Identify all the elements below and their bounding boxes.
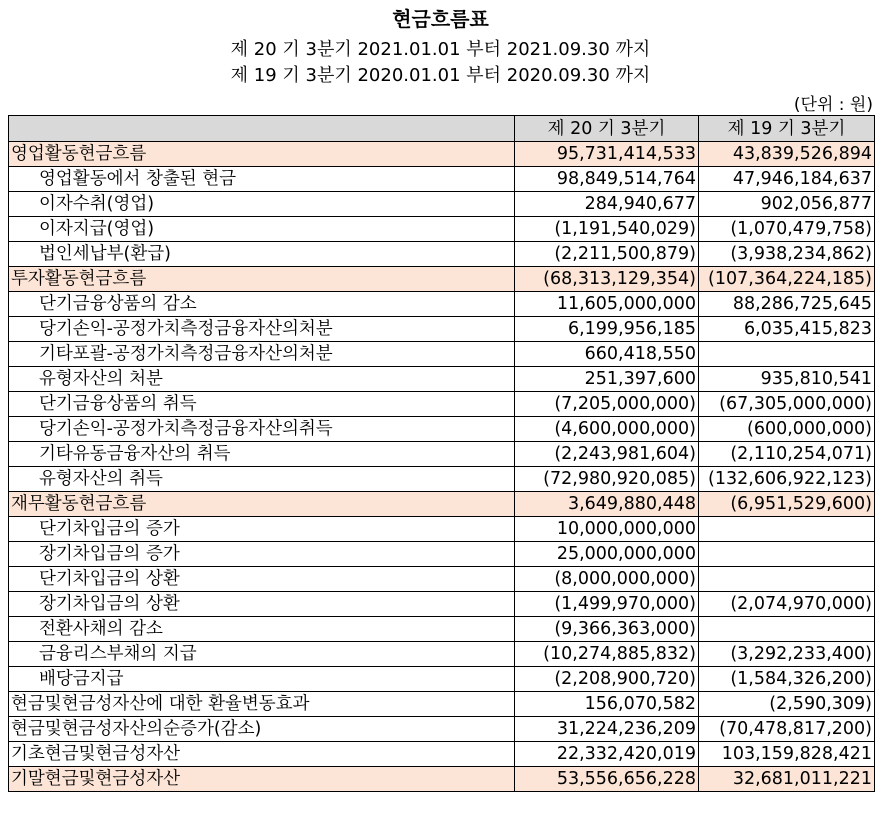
current-period-value: (72,980,920,085)	[515, 467, 699, 492]
row-label: 투자활동현금흐름	[9, 267, 515, 292]
current-period-value: (4,600,000,000)	[515, 417, 699, 442]
previous-period-value: 47,946,184,637	[699, 167, 875, 192]
row-label: 단기차입금의 상환	[9, 567, 515, 592]
row-label: 이자지급(영업)	[9, 217, 515, 242]
table-row	[9, 142, 875, 167]
current-period-value: (1,499,970,000)	[515, 592, 699, 617]
row-label: 기말현금및현금성자산	[9, 767, 515, 792]
previous-period-value: (107,364,224,185)	[699, 267, 875, 292]
row-label: 장기차입금의 증가	[9, 542, 515, 567]
row-label: 이자수취(영업)	[9, 192, 515, 217]
row-label: 현금및현금성자산의순증가(감소)	[9, 717, 515, 742]
table-row	[9, 642, 875, 667]
table-row	[9, 467, 875, 492]
previous-period-value: (70,478,817,200)	[699, 717, 875, 742]
row-label: 기초현금및현금성자산	[9, 742, 515, 767]
previous-period-value: 6,035,415,823	[699, 317, 875, 342]
previous-period-value: 935,810,541	[699, 367, 875, 392]
current-period-value: 251,397,600	[515, 367, 699, 392]
row-label: 당기손익-공정가치측정금융자산의처분	[9, 317, 515, 342]
previous-period-value	[699, 617, 875, 642]
previous-period-value: (6,951,529,600)	[699, 492, 875, 517]
statement-title: 현금흐름표	[392, 7, 489, 31]
table-row	[9, 217, 875, 242]
row-label: 당기손익-공정가치측정금융자산의취득	[9, 417, 515, 442]
previous-period-value: (1,070,479,758)	[699, 217, 875, 242]
table-row	[9, 342, 875, 367]
previous-period-value: (3,292,233,400)	[699, 642, 875, 667]
table-row	[9, 692, 875, 717]
row-label: 배당금지급	[9, 667, 515, 692]
table-row	[9, 517, 875, 542]
row-label: 현금및현금성자산에 대한 환율변동효과	[9, 692, 515, 717]
current-period-value: 11,605,000,000	[515, 292, 699, 317]
current-period-value: 660,418,550	[515, 342, 699, 367]
previous-period-value: 32,681,011,221	[699, 767, 875, 792]
current-period-value: (7,205,000,000)	[515, 392, 699, 417]
row-label: 단기금융상품의 감소	[9, 292, 515, 317]
header-previous-period: 제 19 기 3분기	[699, 116, 875, 142]
table-row	[9, 567, 875, 592]
table-row	[9, 367, 875, 392]
table-row	[9, 317, 875, 342]
table-row	[9, 717, 875, 742]
previous-period-value: 902,056,877	[699, 192, 875, 217]
current-period-value: (10,274,885,832)	[515, 642, 699, 667]
table-row	[9, 192, 875, 217]
current-period-value: 95,731,414,533	[515, 142, 699, 167]
row-label: 영업활동현금흐름	[9, 142, 515, 167]
current-period-value: (2,243,981,604)	[515, 442, 699, 467]
table-row	[9, 542, 875, 567]
previous-period-value: (132,606,922,123)	[699, 467, 875, 492]
current-period-value: 25,000,000,000	[515, 542, 699, 567]
row-label: 영업활동에서 창출된 현금	[9, 167, 515, 192]
previous-period-value: (600,000,000)	[699, 417, 875, 442]
previous-period-value	[699, 567, 875, 592]
current-period-value: 10,000,000,000	[515, 517, 699, 542]
previous-period-value	[699, 542, 875, 567]
previous-period-value: 43,839,526,894	[699, 142, 875, 167]
previous-period-value: 88,286,725,645	[699, 292, 875, 317]
table-row	[9, 667, 875, 692]
table-row	[9, 267, 875, 292]
cash-flow-table	[8, 115, 875, 792]
current-period-value: (2,208,900,720)	[515, 667, 699, 692]
previous-period-value: (1,584,326,200)	[699, 667, 875, 692]
table-row	[9, 617, 875, 642]
current-period-value: (8,000,000,000)	[515, 567, 699, 592]
table-row	[9, 392, 875, 417]
previous-period-value: (2,590,309)	[699, 692, 875, 717]
table-row	[9, 442, 875, 467]
table-row	[9, 167, 875, 192]
table-row	[9, 292, 875, 317]
current-period-value: 22,332,420,019	[515, 742, 699, 767]
row-label: 단기차입금의 증가	[9, 517, 515, 542]
previous-period-value: 103,159,828,421	[699, 742, 875, 767]
current-period-value: 6,199,956,185	[515, 317, 699, 342]
period-current: 제 20 기 3분기 2021.01.01 부터 2021.09.30 까지	[230, 39, 651, 60]
current-period-value: 53,556,656,228	[515, 767, 699, 792]
current-period-value: (68,313,129,354)	[515, 267, 699, 292]
period-previous: 제 19 기 3분기 2020.01.01 부터 2020.09.30 까지	[230, 65, 651, 86]
row-label: 금융리스부채의 지급	[9, 642, 515, 667]
current-period-value: 284,940,677	[515, 192, 699, 217]
row-label: 유형자산의 취득	[9, 467, 515, 492]
table-row	[9, 592, 875, 617]
row-label: 기타유동금융자산의 취득	[9, 442, 515, 467]
current-period-value: 98,849,514,764	[515, 167, 699, 192]
current-period-value: (9,366,363,000)	[515, 617, 699, 642]
row-label: 장기차입금의 상환	[9, 592, 515, 617]
row-label: 유형자산의 처분	[9, 367, 515, 392]
table-row	[9, 492, 875, 517]
table-header-row	[9, 116, 875, 142]
previous-period-value: (2,110,254,071)	[699, 442, 875, 467]
table-row	[9, 242, 875, 267]
previous-period-value: (2,074,970,000)	[699, 592, 875, 617]
current-period-value: (1,191,540,029)	[515, 217, 699, 242]
current-period-value: 3,649,880,448	[515, 492, 699, 517]
current-period-value: 31,224,236,209	[515, 717, 699, 742]
row-label: 법인세납부(환급)	[9, 242, 515, 267]
current-period-value: 156,070,582	[515, 692, 699, 717]
row-label: 단기금융상품의 취득	[9, 392, 515, 417]
row-label: 재무활동현금흐름	[9, 492, 515, 517]
previous-period-value: (3,938,234,862)	[699, 242, 875, 267]
table-row	[9, 742, 875, 767]
header-current-period: 제 20 기 3분기	[515, 116, 699, 142]
header-label-cell	[9, 116, 515, 142]
previous-period-value	[699, 342, 875, 367]
previous-period-value	[699, 517, 875, 542]
row-label: 기타포괄-공정가치측정금융자산의처분	[9, 342, 515, 367]
table-row	[9, 767, 875, 792]
previous-period-value: (67,305,000,000)	[699, 392, 875, 417]
table-row	[9, 417, 875, 442]
unit-label: (단위 : 원)	[793, 95, 873, 115]
current-period-value: (2,211,500,879)	[515, 242, 699, 267]
row-label: 전환사채의 감소	[9, 617, 515, 642]
